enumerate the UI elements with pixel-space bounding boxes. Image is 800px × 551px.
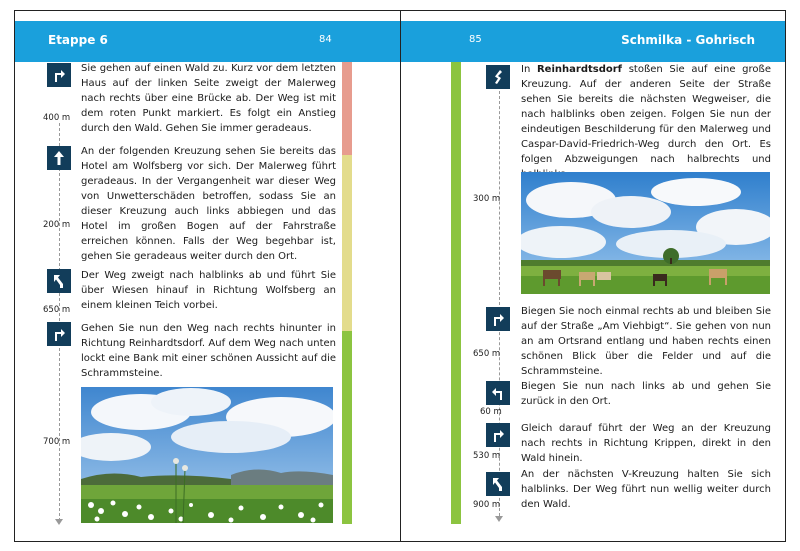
progress-segment-yellow <box>342 155 352 331</box>
turn-right-icon <box>47 63 71 87</box>
distance-label: 200 m <box>43 220 71 230</box>
distance-arrow-icon <box>55 519 63 525</box>
text-body: stoßen Sie auf eine große Kreuzung. Auf der anderen Seite der Straße sehen Sie bereits die nächsten Wegweiser, die nach halblinks oben zeigen. Folgen Sie nun der eindeutigen Beschilderung für den Malerweg und Caspar-David-Friedrich-Weg durch den Ort. Es folgen Abzweigungen nach halbrechts und <box>521 64 771 165</box>
distance-label: 650 m <box>473 349 501 359</box>
book-spread <box>14 10 786 542</box>
direction-text: Biegen Sie noch einmal rechts ab und bleiben Sie auf der Straße „Am Viehbigt“. Sie gehen von nun an am Ortsrand entlang und haben rechts einen schönen Blick über die Felder und auf die Schrammsteine. <box>521 306 771 377</box>
distance-label: 300 m <box>473 194 501 204</box>
left-page <box>15 11 401 541</box>
direction-text: Der Weg zweigt nach halblinks ab und führt Sie über Wiesen hinauf in Richtung Wolfsberg an einem kleinen Teich vorbei. <box>81 270 336 311</box>
direction-text: Sie gehen auf einen Wald zu. Kurz vor dem letzten Haus auf der linken Seite zweigt der Malerweg nach rechts über eine Brücke ab. Der Weg ist mit dem roten Punkt markiert. Es folgt ein Anstieg durch den Wald. Gehen Sie immer geradeaus. <box>81 63 336 134</box>
direction-text: Gleich darauf führt der Weg an der Kreuzung nach rechts in Richtung Krippen, direkt in den Wald hinein. <box>521 423 771 464</box>
place-name: Reinhardtsdorf <box>536 64 623 75</box>
bear-left-icon <box>486 472 510 496</box>
distance-label: 530 m <box>473 451 501 461</box>
distance-label: 700 m <box>43 437 71 447</box>
distance-arrow-icon <box>495 516 503 522</box>
direction-text: An der folgenden Kreuzung sehen Sie bereits das Hotel am Wolfsberg vor sich. Der Malerweg führt geradeaus. In der Vergangenheit war dieser Weg von Unwetterschäden betroffen, sodass Sie an dieser Kreuzung auch links abbiegen und das Hotel im großen Bogen auf der Fahrstraße erreichen können. Falls der Weg begehbar ist, gehen Sie geradeaus weiter durch den Ort. <box>81 146 336 262</box>
landscape-photo-horses <box>521 172 770 294</box>
direction-text: Biegen Sie nun nach links ab und gehen Sie zurück in den Ort. <box>521 381 771 407</box>
progress-bar <box>451 62 461 524</box>
turn-right-icon <box>486 307 510 331</box>
page-number: 84 <box>319 34 332 45</box>
right-page <box>401 11 785 541</box>
direction-text: An der nächsten V-Kreuzung halten Sie sich halblinks. Der Weg führt nun wellig weiter durch den Wald. <box>521 469 771 510</box>
direction-text: Gehen Sie nun den Weg nach rechts hinunter in Richtung Reinhardtsdorf. Auf dem Weg nach unten lockt eine Bank mit einer schönen Aussicht auf die Schrammsteine. <box>81 323 336 379</box>
distance-label: 60 m <box>480 407 502 417</box>
turn-left-icon <box>486 381 510 405</box>
progress-bar <box>342 62 352 524</box>
distance-label: 400 m <box>43 113 71 123</box>
stage-title: Schmilka - Gohrisch <box>621 33 755 47</box>
distance-label: 650 m <box>43 305 71 315</box>
page-number: 85 <box>469 34 482 45</box>
page-header <box>15 21 400 62</box>
page-header <box>401 21 785 62</box>
progress-segment-red <box>342 62 352 155</box>
stage-title: Etappe 6 <box>48 33 108 47</box>
turn-right-icon <box>486 423 510 447</box>
distance-label: 900 m <box>473 500 501 510</box>
landscape-photo-meadow <box>81 387 333 523</box>
progress-segment-green <box>342 331 352 524</box>
zigzag-icon <box>486 65 510 89</box>
bear-left-icon <box>47 269 71 293</box>
direction-text <box>521 62 771 182</box>
turn-right-icon <box>47 322 71 346</box>
text-prefix: In <box>521 64 537 75</box>
straight-arrow-icon <box>47 146 71 170</box>
